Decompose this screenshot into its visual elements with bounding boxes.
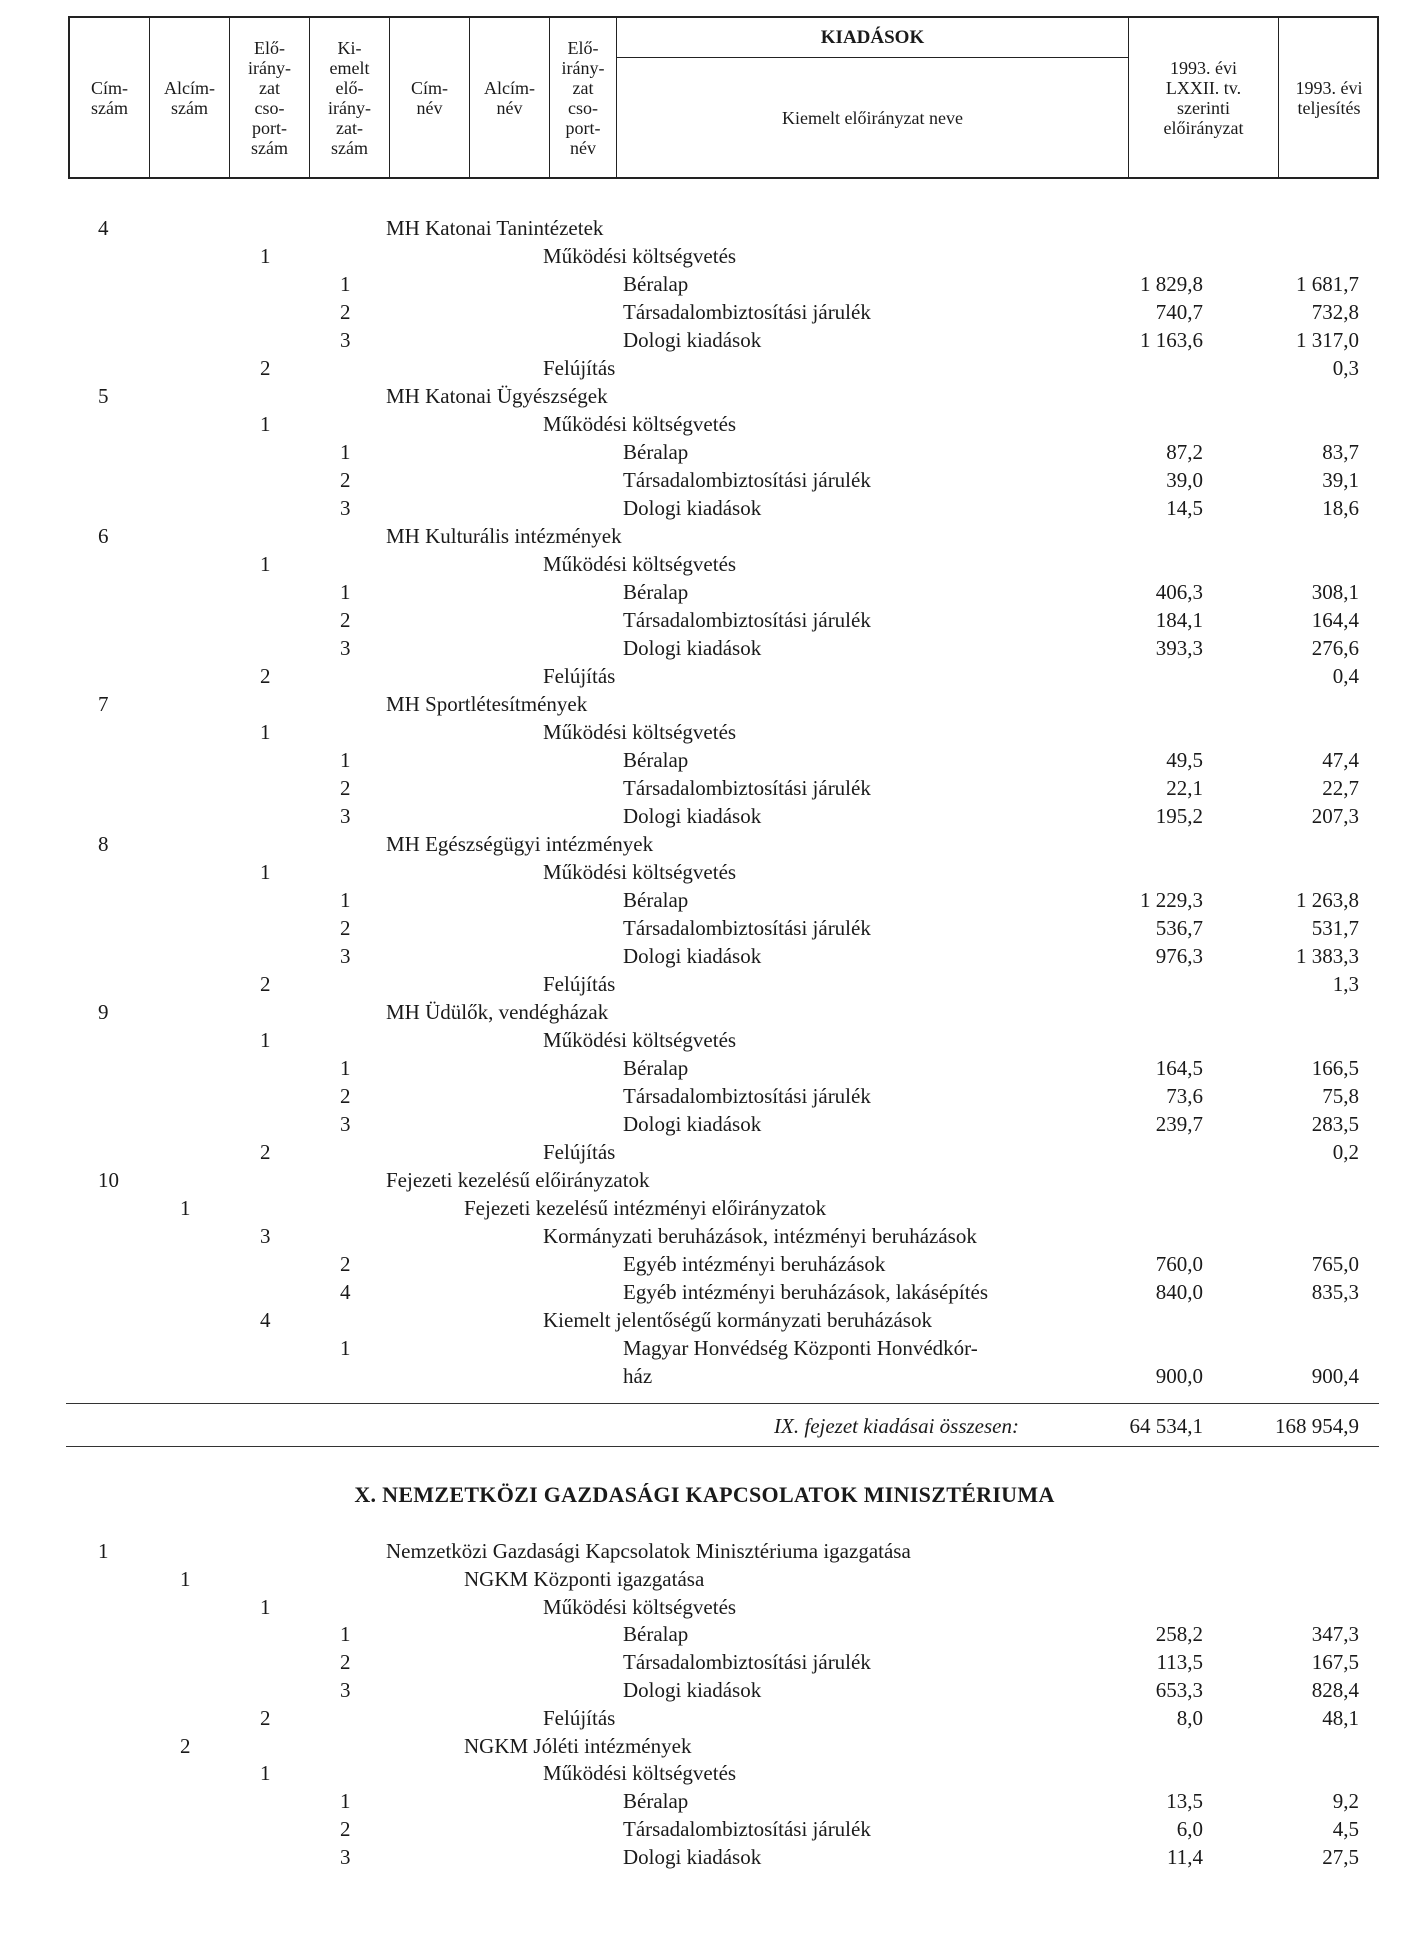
row-value-teljesites: 347,3	[1311, 1622, 1359, 1647]
row-code: 2	[180, 1733, 191, 1758]
row-value-teljesites: 39,1	[1322, 468, 1359, 492]
table-row	[0, 999, 1409, 1026]
row-value-teljesites: 835,3	[1311, 1280, 1359, 1304]
table-row	[0, 607, 1409, 634]
row-value-eloiranyzat: 184,1	[1155, 608, 1203, 632]
row-value-eloiranyzat: 49,5	[1166, 748, 1203, 772]
table-row	[0, 1307, 1409, 1334]
row-code: 8	[98, 832, 109, 856]
table-row	[0, 1760, 1409, 1787]
row-name: Működési költségvetés	[543, 1761, 737, 1786]
row-code: 2	[340, 916, 351, 940]
row-name: Felújítás	[543, 1705, 616, 1730]
table-row	[0, 1816, 1409, 1843]
row-code: 1	[260, 412, 271, 436]
row-value-eloiranyzat: 976,3	[1155, 944, 1203, 968]
row-name: Dologi kiadások	[623, 944, 762, 968]
row-code: 6	[98, 524, 109, 548]
table-row	[0, 1363, 1409, 1390]
row-name: Működési költségvetés	[543, 1028, 737, 1052]
row-name: MH Kulturális intézmények	[386, 524, 622, 548]
row-name: Nemzetközi Gazdasági Kapcsolatok Minisztériuma igazgatása	[386, 1539, 911, 1563]
row-value-teljesites: 167,5	[1311, 1650, 1359, 1675]
row-name: MH Egészségügyi intézmények	[386, 832, 654, 856]
row-code: 1	[260, 1761, 271, 1786]
table-row	[0, 551, 1409, 578]
row-code: 9	[98, 1000, 109, 1024]
row-value-eloiranyzat: 8,0	[1176, 1705, 1203, 1730]
row-value-teljesites: 1 263,8	[1296, 888, 1359, 912]
table-row	[0, 1844, 1409, 1871]
row-name: Béralap	[623, 1622, 689, 1647]
row-value-teljesites: 276,6	[1311, 636, 1359, 660]
table-row	[0, 411, 1409, 438]
row-code: 4	[340, 1280, 351, 1304]
header-kiadasok: KIADÁSOK	[617, 18, 1129, 58]
header-1993-eloiranyzat: 1993. évi LXXII. tv. szerinti előirányzat	[1129, 18, 1279, 177]
header-cimszam: Cím- szám	[70, 18, 150, 177]
row-name: Dologi kiadások	[623, 1844, 762, 1869]
row-value-eloiranyzat: 653,3	[1155, 1678, 1203, 1702]
table-row	[0, 1566, 1409, 1593]
row-value-eloiranyzat: 164,5	[1155, 1056, 1203, 1080]
row-name: Béralap	[623, 1056, 689, 1080]
row-name: Béralap	[623, 272, 689, 296]
row-value-teljesites: 22,7	[1322, 776, 1359, 800]
row-name: Felújítás	[543, 356, 616, 380]
table-row	[0, 663, 1409, 690]
header-kiemelt-eloiranyzat-szam: Ki- emelt elő- irány- zat- szám	[310, 18, 390, 177]
table-row	[0, 271, 1409, 298]
row-value-eloiranyzat: 87,2	[1166, 440, 1203, 464]
row-value-eloiranyzat: 22,1	[1166, 776, 1203, 800]
row-value-eloiranyzat: 900,0	[1155, 1364, 1203, 1388]
row-value-eloiranyzat: 393,3	[1155, 636, 1203, 660]
table-row	[0, 1251, 1409, 1278]
row-code: 2	[260, 1140, 271, 1164]
header-eloiranyzat-csoport-nev: Elő- irány- zat cso- port- név	[550, 18, 617, 177]
row-value-teljesites: 1 383,3	[1296, 944, 1359, 968]
row-value-teljesites: 0,4	[1332, 664, 1359, 688]
row-value-eloiranyzat: 14,5	[1166, 496, 1203, 520]
row-code: 1	[340, 1056, 351, 1080]
row-value-teljesites: 48,1	[1322, 1705, 1359, 1730]
row-name: Béralap	[623, 748, 689, 772]
row-code: 2	[340, 468, 351, 492]
table-row	[0, 887, 1409, 914]
row-name: Fejezeti kezelésű előirányzatok	[386, 1168, 650, 1192]
row-code: 2	[340, 776, 351, 800]
row-name: MH Katonai Ügyészségek	[386, 384, 608, 408]
row-name: Működési költségvetés	[543, 552, 737, 576]
row-name: Működési költségvetés	[543, 244, 737, 268]
row-value-eloiranyzat: 1 829,8	[1140, 272, 1203, 296]
row-code: 4	[98, 216, 109, 240]
row-name: Társadalombiztosítási járulék	[623, 468, 871, 492]
row-name: NGKM Központi igazgatása	[464, 1566, 705, 1591]
row-code: 3	[340, 328, 351, 352]
row-value-teljesites: 1 317,0	[1296, 328, 1359, 352]
row-name: Dologi kiadások	[623, 636, 762, 660]
table-row	[0, 1677, 1409, 1704]
row-value-eloiranyzat: 11,4	[1167, 1844, 1203, 1869]
row-name: Béralap	[623, 1789, 689, 1814]
table-row	[0, 747, 1409, 774]
table-row	[0, 1195, 1409, 1222]
row-name: Dologi kiadások	[623, 1678, 762, 1702]
row-code: 3	[260, 1224, 271, 1248]
table-row	[0, 1594, 1409, 1621]
table-row	[0, 579, 1409, 606]
row-code: 2	[340, 1650, 351, 1675]
row-value-teljesites: 732,8	[1311, 300, 1359, 324]
table-row	[0, 719, 1409, 746]
row-code: 1	[260, 1028, 271, 1052]
row-name: ház	[623, 1364, 653, 1388]
row-code: 3	[340, 496, 351, 520]
table-row	[0, 803, 1409, 830]
header-cimnev: Cím- név	[390, 18, 470, 177]
table-row	[0, 1279, 1409, 1306]
row-code: 3	[340, 636, 351, 660]
row-name: Felújítás	[543, 1140, 616, 1164]
total-rule-top	[66, 1403, 1379, 1404]
table-row	[0, 971, 1409, 998]
row-code: 2	[260, 356, 271, 380]
row-name: Béralap	[623, 580, 689, 604]
table-row	[0, 467, 1409, 494]
table-row	[0, 1705, 1409, 1732]
table-row	[0, 1538, 1409, 1565]
row-value-teljesites: 83,7	[1322, 440, 1359, 464]
table-row	[0, 1167, 1409, 1194]
table-row	[0, 1223, 1409, 1250]
row-code: 1	[340, 580, 351, 604]
row-name: Működési költségvetés	[543, 1594, 737, 1619]
row-name: MH Katonai Tanintézetek	[386, 216, 604, 240]
row-code: 1	[98, 1539, 109, 1563]
row-name: MH Üdülők, vendégházak	[386, 1000, 609, 1024]
row-code: 3	[340, 944, 351, 968]
row-value-teljesites: 4,5	[1332, 1817, 1359, 1841]
row-value-eloiranyzat: 6,0	[1176, 1817, 1203, 1841]
row-value-teljesites: 1 681,7	[1296, 272, 1359, 296]
row-code: 1	[260, 860, 271, 884]
table-row	[0, 383, 1409, 410]
row-code: 3	[340, 804, 351, 828]
row-name: Társadalombiztosítási járulék	[623, 776, 871, 800]
row-name: Dologi kiadások	[623, 328, 762, 352]
row-name: Felújítás	[543, 972, 616, 996]
table-header	[68, 16, 1379, 179]
table-row	[0, 1621, 1409, 1648]
row-code: 1	[340, 748, 351, 772]
row-name: Dologi kiadások	[623, 804, 762, 828]
row-value-teljesites: 207,3	[1311, 804, 1359, 828]
table-row	[0, 215, 1409, 242]
row-code: 3	[340, 1678, 351, 1702]
row-code: 3	[340, 1844, 351, 1869]
row-value-eloiranyzat: 195,2	[1155, 804, 1203, 828]
total-value-eloiranyzat: 64 534,1	[1129, 1414, 1203, 1438]
row-value-eloiranyzat: 39,0	[1166, 468, 1203, 492]
row-code: 4	[260, 1308, 271, 1332]
row-name: Társadalombiztosítási járulék	[623, 608, 871, 632]
row-value-teljesites: 283,5	[1311, 1112, 1359, 1136]
row-value-eloiranyzat: 840,0	[1155, 1280, 1203, 1304]
row-name: Társadalombiztosítási járulék	[623, 1650, 871, 1675]
row-name: Működési költségvetés	[543, 720, 737, 744]
header-eloiranyzat-csoport-szam: Elő- irány- zat cso- port- szám	[230, 18, 310, 177]
table-row	[0, 243, 1409, 270]
row-value-eloiranyzat: 113,5	[1156, 1650, 1203, 1675]
row-value-eloiranyzat: 406,3	[1155, 580, 1203, 604]
total-row	[0, 1412, 1409, 1440]
row-name: Béralap	[623, 440, 689, 464]
table-row	[0, 1055, 1409, 1082]
row-value-eloiranyzat: 740,7	[1155, 300, 1203, 324]
total-rule-bottom	[66, 1446, 1379, 1447]
table-row	[0, 775, 1409, 802]
row-name: Dologi kiadások	[623, 1112, 762, 1136]
row-code: 1	[340, 1622, 351, 1647]
row-code: 1	[340, 272, 351, 296]
table-row	[0, 495, 1409, 522]
table-row	[0, 523, 1409, 550]
row-name: Társadalombiztosítási járulék	[623, 916, 871, 940]
table-row	[0, 1111, 1409, 1138]
table-row	[0, 327, 1409, 354]
row-code: 1	[340, 440, 351, 464]
row-name: Kiemelt jelentőségű kormányzati beruházások	[543, 1308, 932, 1332]
header-alcimszam: Alcím- szám	[150, 18, 230, 177]
section-title: X. NEMZETKÖZI GAZDASÁGI KAPCSOLATOK MINISZTÉRIUMA	[354, 1482, 1055, 1507]
row-value-eloiranyzat: 239,7	[1155, 1112, 1203, 1136]
row-name: Társadalombiztosítási járulék	[623, 1817, 871, 1841]
row-code: 1	[340, 1336, 351, 1360]
row-code: 1	[260, 552, 271, 576]
row-value-teljesites: 164,4	[1311, 608, 1359, 632]
row-value-teljesites: 828,4	[1311, 1678, 1359, 1702]
table-row	[0, 1733, 1409, 1760]
table-row	[0, 355, 1409, 382]
row-value-eloiranyzat: 13,5	[1166, 1789, 1203, 1814]
row-value-teljesites: 0,3	[1332, 356, 1359, 380]
table-row	[0, 1139, 1409, 1166]
row-name: Kormányzati beruházások, intézményi beruházások	[543, 1224, 977, 1248]
row-value-teljesites: 9,2	[1332, 1789, 1359, 1814]
row-name: Béralap	[623, 888, 689, 912]
row-code: 1	[260, 1594, 271, 1619]
table-row	[0, 1788, 1409, 1815]
table-row	[0, 943, 1409, 970]
row-value-teljesites: 531,7	[1311, 916, 1359, 940]
row-code: 5	[98, 384, 109, 408]
table-row	[0, 299, 1409, 326]
table-row	[0, 1083, 1409, 1110]
row-code: 1	[260, 720, 271, 744]
row-name: Magyar Honvédség Központi Honvédkór-	[623, 1336, 978, 1360]
row-value-teljesites: 765,0	[1311, 1252, 1359, 1276]
row-value-eloiranyzat: 760,0	[1155, 1252, 1203, 1276]
row-name: Egyéb intézményi beruházások, lakásépítés	[623, 1280, 989, 1304]
row-value-teljesites: 75,8	[1322, 1084, 1359, 1108]
table-row	[0, 635, 1409, 662]
row-code: 2	[260, 1705, 271, 1730]
row-value-teljesites: 900,4	[1311, 1364, 1359, 1388]
table-row	[0, 439, 1409, 466]
table-row	[0, 915, 1409, 942]
row-code: 7	[98, 692, 109, 716]
row-code: 2	[340, 1817, 351, 1841]
row-code: 2	[260, 664, 271, 688]
row-value-teljesites: 166,5	[1311, 1056, 1359, 1080]
row-value-teljesites: 0,2	[1332, 1140, 1359, 1164]
row-value-teljesites: 308,1	[1311, 580, 1359, 604]
row-code: 2	[260, 972, 271, 996]
header-alcimnev: Alcím- név	[470, 18, 550, 177]
row-name: Működési költségvetés	[543, 412, 737, 436]
row-name: Egyéb intézményi beruházások	[623, 1252, 886, 1276]
table-row	[0, 831, 1409, 858]
row-name: Társadalombiztosítási járulék	[623, 1084, 871, 1108]
row-code: 2	[340, 1252, 351, 1276]
row-name: Dologi kiadások	[623, 496, 762, 520]
row-code: 2	[340, 1084, 351, 1108]
row-code: 1	[180, 1566, 191, 1591]
row-value-teljesites: 47,4	[1322, 748, 1359, 772]
row-code: 1	[260, 244, 271, 268]
table-row	[0, 859, 1409, 886]
row-code: 2	[340, 300, 351, 324]
table-row	[0, 1027, 1409, 1054]
row-code: 1	[180, 1196, 191, 1220]
row-value-eloiranyzat: 1 229,3	[1140, 888, 1203, 912]
total-value-teljesites: 168 954,9	[1275, 1414, 1359, 1438]
row-code: 1	[340, 1789, 351, 1814]
header-1993-teljesites: 1993. évi teljesítés	[1295, 77, 1363, 118]
row-value-teljesites: 18,6	[1322, 496, 1359, 520]
row-value-eloiranyzat: 73,6	[1166, 1084, 1203, 1108]
row-value-teljesites: 1,3	[1332, 972, 1359, 996]
row-code: 10	[98, 1168, 119, 1192]
row-value-eloiranyzat: 1 163,6	[1140, 328, 1203, 352]
row-name: MH Sportlétesítmények	[386, 692, 588, 716]
row-code: 1	[340, 888, 351, 912]
row-code: 2	[340, 608, 351, 632]
row-value-teljesites: 27,5	[1322, 1844, 1359, 1869]
total-label: IX. fejezet kiadásai összesen:	[774, 1414, 1019, 1438]
row-value-eloiranyzat: 536,7	[1155, 916, 1203, 940]
row-name: Fejezeti kezelésű intézményi előirányzatok	[464, 1196, 827, 1220]
row-name: Működési költségvetés	[543, 860, 737, 884]
row-name: Társadalombiztosítási járulék	[623, 300, 871, 324]
table-row	[0, 1335, 1409, 1362]
row-name: NGKM Jóléti intézmények	[464, 1733, 692, 1758]
header-kiemelt-eloiranyzat-neve: Kiemelt előirányzat neve	[617, 58, 1129, 179]
row-name: Felújítás	[543, 664, 616, 688]
row-code: 3	[340, 1112, 351, 1136]
row-value-eloiranyzat: 258,2	[1155, 1622, 1203, 1647]
table-row	[0, 691, 1409, 718]
table-row	[0, 1649, 1409, 1676]
